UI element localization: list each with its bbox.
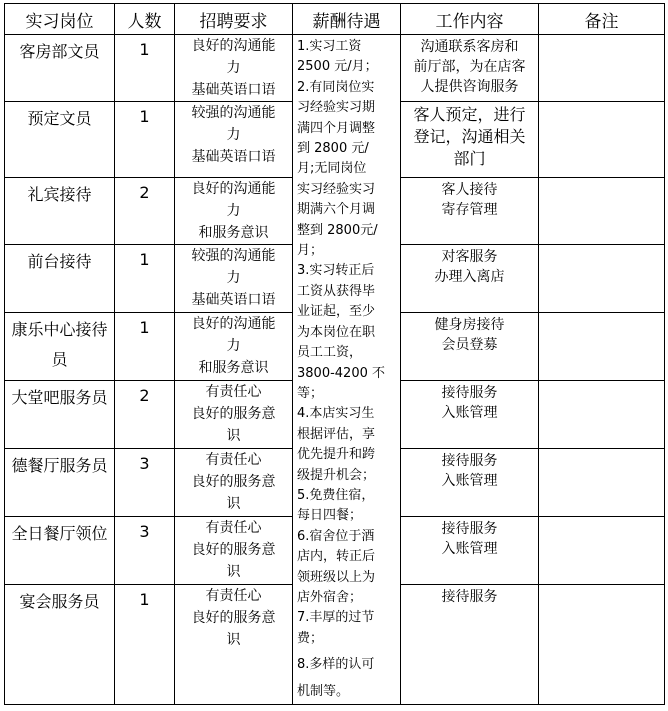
salary-line: 3.实习转正后 xyxy=(297,263,375,279)
salary-line: 1.实习工资 xyxy=(297,39,362,54)
job-line: 健身房接待 xyxy=(434,317,505,333)
job-line: 寄存管理 xyxy=(441,202,498,218)
cell-note xyxy=(539,102,665,178)
cell-position: 客房部文员 xyxy=(5,35,115,102)
cell-position: 德餐厅服务员 xyxy=(5,449,115,517)
cell-requirements xyxy=(175,313,293,381)
job-line: 接待服务 xyxy=(441,453,498,469)
requirement-line: 良好的沟通能 xyxy=(191,38,276,54)
requirement-line: 和服务意识 xyxy=(198,225,269,241)
cell-count: 2 xyxy=(115,381,175,449)
job-line: 办理入离店 xyxy=(434,269,505,285)
header-requirements: 招聘要求 xyxy=(175,4,293,35)
salary-line: 为本岗位在职 xyxy=(297,324,376,340)
requirement-line: 力 xyxy=(226,60,241,76)
requirement-line: 良好的服务意 xyxy=(191,542,276,558)
cell-count: 1 xyxy=(115,585,175,705)
recruitment-table xyxy=(4,3,665,705)
salary-line: 工资从获得毕 xyxy=(297,283,376,299)
cell-requirements xyxy=(175,102,293,178)
job-line: 沟通联系客房和 xyxy=(420,39,519,55)
cell-count: 1 xyxy=(115,102,175,178)
salary-line: 2500 元/月； xyxy=(297,59,378,75)
requirement-line: 识 xyxy=(226,496,241,512)
cell-job-content xyxy=(401,585,539,705)
salary-line: 店内，转正后 xyxy=(297,549,376,565)
cell-job-content xyxy=(401,381,539,449)
requirement-line: 有责任心 xyxy=(205,520,262,536)
job-line: 入账管理 xyxy=(441,405,498,421)
salary-line: 等； xyxy=(297,385,324,401)
header-salary: 薪酬待遇 xyxy=(293,4,401,35)
job-line: 会员登募 xyxy=(441,337,498,353)
job-line: 接待服务 xyxy=(441,589,498,605)
cell-note xyxy=(539,313,665,381)
salary-line: 月； xyxy=(297,243,324,259)
cell-count: 1 xyxy=(115,313,175,381)
cell-note xyxy=(539,35,665,102)
cell-requirements xyxy=(175,517,293,585)
cell-requirements xyxy=(175,449,293,517)
cell-count: 2 xyxy=(115,178,175,245)
cell-count: 3 xyxy=(115,517,175,585)
job-line: 入账管理 xyxy=(441,541,498,557)
requirement-line: 良好的服务意 xyxy=(191,474,276,490)
salary-line: 6.宿舍位于酒 xyxy=(297,528,375,544)
requirement-line: 识 xyxy=(226,632,241,648)
cell-count: 1 xyxy=(115,245,175,313)
salary-line: 到 2800 元/ xyxy=(297,141,369,157)
salary-line: 每日四餐； xyxy=(297,508,363,524)
requirement-line: 力 xyxy=(226,270,241,286)
cell-job-content xyxy=(401,35,539,102)
salary-line: 整到 2800元/ xyxy=(297,222,378,238)
job-line: 接待服务 xyxy=(441,521,498,537)
table-row xyxy=(5,35,665,102)
header-count: 人数 xyxy=(115,4,175,35)
cell-note xyxy=(539,517,665,585)
requirement-line: 良好的服务意 xyxy=(191,406,276,422)
salary-line: 优先提升和跨 xyxy=(297,447,376,463)
salary-line: 满四个月调整 xyxy=(297,120,376,136)
job-line: 对客服务 xyxy=(441,249,498,265)
salary-line: 5.免费住宿， xyxy=(297,487,375,503)
requirement-line: 有责任心 xyxy=(205,588,262,604)
job-line: 入账管理 xyxy=(441,473,498,489)
cell-note xyxy=(539,245,665,313)
requirement-line: 识 xyxy=(226,428,241,444)
cell-note xyxy=(539,449,665,517)
job-line: 部门 xyxy=(453,149,486,168)
salary-line: 员工工资， xyxy=(297,345,363,361)
cell-job-content xyxy=(401,178,539,245)
requirement-line: 力 xyxy=(226,127,241,143)
cell-position: 大堂吧服务员 xyxy=(5,381,115,449)
header-job-content: 工作内容 xyxy=(401,4,539,35)
job-line: 登记，沟通相关 xyxy=(413,127,526,146)
requirement-line: 良好的服务意 xyxy=(191,610,276,626)
requirement-line: 良好的沟通能 xyxy=(191,316,276,332)
cell-position: 全日餐厅领位 xyxy=(5,517,115,585)
cell-requirements xyxy=(175,381,293,449)
requirement-line: 和服务意识 xyxy=(198,360,269,376)
cell-count: 1 xyxy=(115,35,175,102)
salary-line: 月;无同岗位 xyxy=(297,161,367,177)
header-row xyxy=(5,4,665,35)
cell-position: 预定文员 xyxy=(5,102,115,178)
cell-position: 礼宾接待 xyxy=(5,178,115,245)
cell-requirements xyxy=(175,178,293,245)
salary-line: 7.丰厚的过节 xyxy=(297,610,375,626)
requirement-line: 识 xyxy=(226,564,241,580)
cell-note xyxy=(539,381,665,449)
salary-line: 习经验实习期 xyxy=(297,100,376,116)
requirement-line: 较强的沟通能 xyxy=(191,105,276,121)
salary-line: 实习经验实习 xyxy=(297,181,376,197)
requirement-line: 有责任心 xyxy=(205,452,262,468)
cell-job-content xyxy=(401,102,539,178)
requirement-line: 较强的沟通能 xyxy=(191,248,276,264)
job-line: 前厅部，为在店客 xyxy=(413,59,526,75)
requirement-line: 有责任心 xyxy=(205,384,262,400)
cell-note xyxy=(539,178,665,245)
cell-salary xyxy=(293,35,401,705)
salary-line: 3800-4200 不 xyxy=(297,365,385,381)
cell-job-content xyxy=(401,313,539,381)
salary-line: 级提升机会； xyxy=(297,467,376,483)
salary-line: 费； xyxy=(297,630,324,646)
job-line: 客人接待 xyxy=(441,182,498,198)
requirement-line: 基础英语口语 xyxy=(191,149,276,165)
cell-job-content xyxy=(401,245,539,313)
salary-line: 8.多样的认可 xyxy=(297,657,375,673)
job-line: 接待服务 xyxy=(441,385,498,401)
cell-position: 康乐中心接待员 xyxy=(5,313,115,381)
cell-count: 3 xyxy=(115,449,175,517)
cell-position: 前台接待 xyxy=(5,245,115,313)
salary-line: 业证起，至少 xyxy=(297,304,376,320)
requirement-line: 良好的沟通能 xyxy=(191,181,276,197)
cell-position: 宴会服务员 xyxy=(5,585,115,705)
job-line: 人提供咨询服务 xyxy=(420,79,519,95)
salary-line: 店外宿舍； xyxy=(297,589,363,605)
cell-job-content xyxy=(401,517,539,585)
salary-line: 4.本店实习生 xyxy=(297,406,375,422)
cell-requirements xyxy=(175,585,293,705)
salary-line: 期满六个月调 xyxy=(297,202,376,218)
cell-job-content xyxy=(401,449,539,517)
salary-line: 根据评估，享 xyxy=(297,426,376,442)
header-note: 备注 xyxy=(539,4,665,35)
cell-requirements xyxy=(175,35,293,102)
requirement-line: 力 xyxy=(226,338,241,354)
cell-requirements xyxy=(175,245,293,313)
requirement-line: 力 xyxy=(226,203,241,219)
salary-line: 领班级以上为 xyxy=(297,569,376,585)
salary-line: 机制等。 xyxy=(297,683,350,699)
requirement-line: 基础英语口语 xyxy=(191,292,276,308)
requirement-line: 基础英语口语 xyxy=(191,82,276,98)
header-position: 实习岗位 xyxy=(5,4,115,35)
salary-line: 2.有同岗位实 xyxy=(297,79,375,95)
job-line: 客人预定，进行 xyxy=(413,105,526,124)
cell-note xyxy=(539,585,665,705)
